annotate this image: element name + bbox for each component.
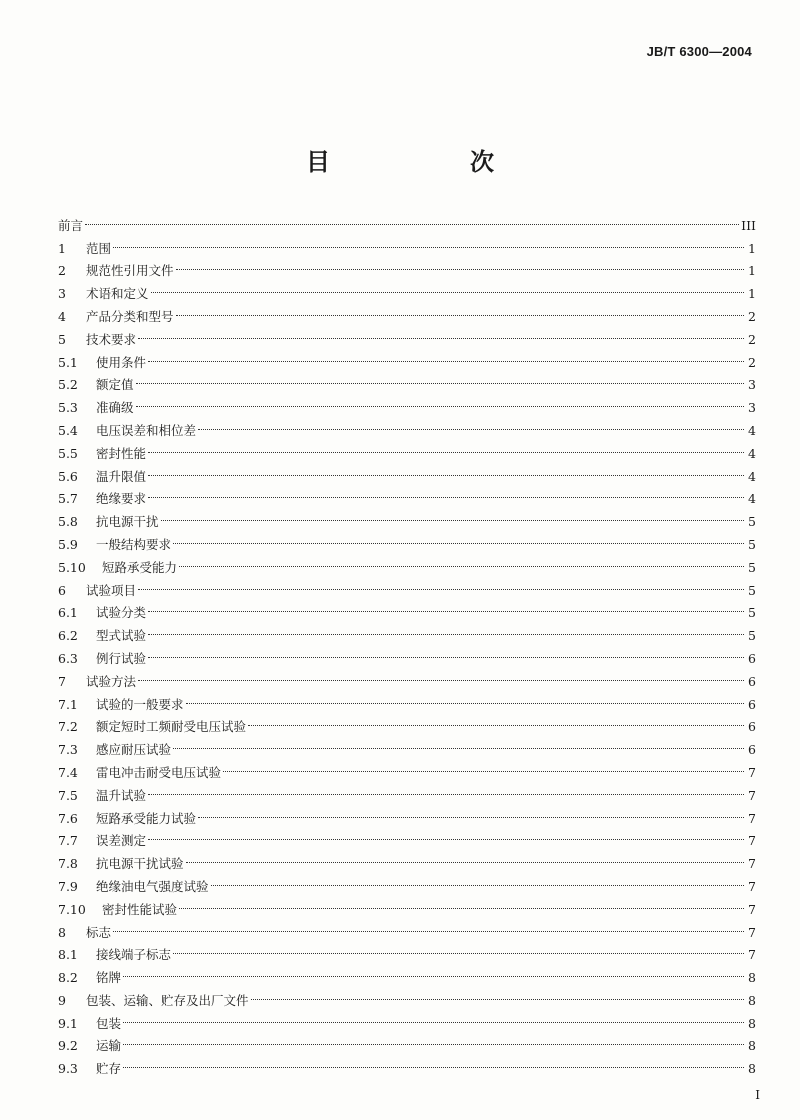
toc-dot-leader [173, 731, 744, 754]
toc-entry-number: 5.6 [58, 468, 78, 484]
toc-dot-leader [148, 617, 744, 640]
toc-entry[interactable] [58, 1005, 756, 1031]
toc-entry-page: 3 [748, 400, 756, 416]
toc-dot-leader [151, 275, 744, 298]
toc-entry-title: 包装、运输、贮存及出厂文件 [86, 992, 249, 1008]
toc-entry-page: 8 [748, 992, 756, 1008]
toc-entry-title: 试验分类 [96, 605, 147, 621]
toc-entry-page: 8 [748, 1015, 756, 1031]
toc-entry-page: 5 [748, 582, 756, 598]
toc-entry-number: 5.8 [58, 514, 78, 530]
toc-entry[interactable] [58, 686, 756, 712]
toc-entry-title: 密封性能试验 [102, 901, 178, 917]
toc-entry-page: 1 [748, 286, 756, 302]
toc-entry[interactable] [58, 595, 756, 621]
toc-dot-leader [161, 503, 744, 526]
toc-dot-leader [123, 959, 744, 982]
toc-dot-leader [148, 777, 744, 800]
toc-entry-title: 使用条件 [96, 354, 147, 370]
toc-entry-title: 范围 [86, 240, 112, 256]
toc-entry-title: 感应耐压试验 [96, 742, 172, 758]
toc-entry-number: 5.1 [58, 354, 78, 370]
toc-dot-leader [85, 207, 739, 230]
toc-entry-number: 8 [58, 924, 66, 940]
toc-entry[interactable] [58, 207, 756, 233]
toc-dot-leader [136, 367, 744, 390]
toc-entry-title: 技术要求 [86, 331, 137, 347]
toc-entry-title: 温升试验 [96, 787, 147, 803]
toc-dot-leader [136, 389, 744, 412]
toc-entry-page: 7 [748, 787, 756, 803]
toc-entry-page: 7 [748, 924, 756, 940]
toc-entry-number: 5.7 [58, 491, 78, 507]
toc-entry-title: 试验项目 [86, 582, 137, 598]
toc-entry[interactable] [58, 367, 756, 393]
toc-entry-title: 产品分类和型号 [86, 308, 174, 324]
toc-entry-number: 5.4 [58, 422, 78, 438]
toc-entry[interactable] [58, 344, 756, 370]
toc-entry-number: 5.3 [58, 400, 78, 416]
toc-dot-leader [138, 321, 744, 344]
toc-entry-page: 3 [748, 377, 756, 393]
toc-entry-page: 5 [748, 536, 756, 552]
toc-entry-title: 标志 [86, 924, 112, 940]
toc-entry-number: 6.3 [58, 650, 78, 666]
toc-entry[interactable] [58, 937, 756, 963]
toc-entry[interactable] [58, 800, 756, 826]
toc-entry-number: 7 [58, 673, 66, 689]
toc-entry-page: 2 [748, 308, 756, 324]
toc-dot-leader [148, 481, 744, 504]
toc-entry[interactable] [58, 1050, 756, 1077]
toc-entry[interactable] [58, 389, 756, 416]
toc-dot-leader [113, 914, 744, 937]
toc-entry-number: 2 [58, 263, 66, 279]
toc-entry-page: 5 [748, 559, 756, 575]
toc-dot-leader [173, 937, 744, 960]
toc-entry-title: 绝缘油电气强度试验 [96, 878, 209, 894]
toc-entry-number: 8.2 [58, 970, 78, 986]
toc-entry-title: 接线端子标志 [96, 947, 172, 963]
toc-entry-page: III [741, 217, 756, 233]
toc-entry-title: 准确级 [96, 400, 134, 416]
toc-entry-number: 7.1 [58, 696, 78, 712]
toc-dot-leader [123, 1050, 744, 1073]
toc-entry-page: 6 [748, 650, 756, 666]
toc-entry-number: 3 [58, 286, 66, 302]
toc-entry[interactable] [58, 617, 756, 644]
toc-entry[interactable] [58, 663, 756, 689]
toc-entry-page: 1 [748, 263, 756, 279]
toc-entry-page: 4 [748, 491, 756, 507]
toc-entry-title: 术语和定义 [86, 286, 149, 302]
toc-entry-page: 6 [748, 696, 756, 712]
page-number: I [755, 1088, 760, 1102]
toc-entry[interactable] [58, 640, 756, 666]
toc-entry-title: 运输 [96, 1038, 122, 1054]
toc-entry-number: 7.8 [58, 856, 78, 872]
toc-entry-page: 5 [748, 514, 756, 530]
toc-dot-leader [186, 845, 744, 868]
document-code: JB/T 6300—2004 [646, 44, 752, 59]
toc-entry[interactable] [58, 777, 756, 803]
toc-entry-title: 短路承受能力 [102, 559, 178, 575]
toc-entry-title: 例行试验 [96, 650, 147, 666]
toc-dot-leader [248, 709, 744, 732]
toc-entry-number: 7.4 [58, 764, 78, 780]
toc-entry[interactable] [58, 253, 756, 279]
toc-entry-page: 4 [748, 445, 756, 461]
toc-dot-leader [123, 1005, 744, 1028]
toc-entry[interactable] [58, 503, 756, 530]
toc-entry-number: 6 [58, 582, 66, 598]
toc-dot-leader [179, 891, 744, 914]
toc-dot-leader [176, 253, 744, 276]
toc-entry-title: 包装 [96, 1015, 122, 1031]
toc-entry-page: 7 [748, 947, 756, 963]
toc-entry-number: 9.3 [58, 1061, 78, 1077]
toc-entry[interactable] [58, 481, 756, 507]
table-of-contents [58, 207, 756, 1077]
toc-entry-title: 前言 [58, 217, 84, 233]
toc-entry[interactable] [58, 823, 756, 849]
toc-entry[interactable] [58, 275, 756, 302]
toc-entry-page: 5 [748, 605, 756, 621]
toc-entry-title: 铭牌 [96, 970, 122, 986]
toc-entry-title: 额定值 [96, 377, 134, 393]
toc-entry-title: 试验方法 [86, 673, 137, 689]
toc-entry[interactable] [58, 526, 756, 552]
toc-entry[interactable] [58, 321, 756, 347]
toc-entry-title: 密封性能 [96, 445, 147, 461]
toc-entry-number: 7.6 [58, 810, 78, 826]
toc-entry-number: 7.2 [58, 719, 78, 735]
toc-entry[interactable] [58, 1028, 756, 1054]
toc-entry-number: 9 [58, 992, 66, 1008]
toc-dot-leader [176, 298, 744, 321]
toc-dot-leader [211, 868, 744, 891]
toc-entry[interactable] [58, 230, 756, 256]
toc-entry-page: 7 [748, 833, 756, 849]
toc-entry[interactable] [58, 298, 756, 324]
toc-entry-number: 1 [58, 240, 66, 256]
toc-entry-number: 6.2 [58, 628, 78, 644]
toc-entry-page: 7 [748, 856, 756, 872]
toc-entry-number: 9.1 [58, 1015, 78, 1031]
toc-entry-page: 8 [748, 1061, 756, 1077]
toc-entry-number: 5.9 [58, 536, 78, 552]
toc-dot-leader [179, 549, 744, 572]
toc-entry-number: 5 [58, 331, 66, 347]
toc-entry-title: 误差测定 [96, 833, 147, 849]
toc-dot-leader [223, 754, 744, 777]
toc-entry-number: 5.5 [58, 445, 78, 461]
toc-entry-number: 4 [58, 308, 66, 324]
toc-entry-number: 8.1 [58, 947, 78, 963]
toc-entry-page: 7 [748, 764, 756, 780]
toc-entry-title: 电压误差和相位差 [96, 422, 197, 438]
toc-entry[interactable] [58, 959, 756, 986]
toc-entry-page: 2 [748, 331, 756, 347]
toc-entry-page: 8 [748, 970, 756, 986]
toc-entry-number: 9.2 [58, 1038, 78, 1054]
toc-dot-leader [251, 982, 744, 1005]
toc-entry-page: 8 [748, 1038, 756, 1054]
toc-dot-leader [113, 230, 744, 253]
toc-entry-title: 雷电冲击耐受电压试验 [96, 764, 222, 780]
toc-entry-page: 6 [748, 742, 756, 758]
toc-entry-number: 7.5 [58, 787, 78, 803]
toc-dot-leader [148, 435, 744, 458]
toc-entry-page: 7 [748, 878, 756, 894]
toc-dot-leader [173, 526, 744, 549]
toc-entry-page: 4 [748, 422, 756, 438]
toc-entry-title: 抗电源干扰试验 [96, 856, 184, 872]
toc-dot-leader [186, 686, 744, 709]
toc-entry-page: 6 [748, 673, 756, 689]
toc-entry[interactable] [58, 435, 756, 461]
toc-entry-page: 7 [748, 810, 756, 826]
toc-entry-title: 型式试验 [96, 628, 147, 644]
toc-entry-page: 1 [748, 240, 756, 256]
toc-dot-leader [198, 412, 744, 435]
toc-entry-title: 一般结构要求 [96, 536, 172, 552]
toc-entry[interactable] [58, 845, 756, 872]
toc-entry[interactable] [58, 914, 756, 940]
toc-entry-title: 绝缘要求 [96, 491, 147, 507]
toc-entry-page: 6 [748, 719, 756, 735]
toc-entry-number: 7.7 [58, 833, 78, 849]
toc-dot-leader [148, 640, 744, 663]
toc-entry-page: 7 [748, 901, 756, 917]
toc-entry[interactable] [58, 982, 756, 1008]
toc-entry-number: 7.9 [58, 878, 78, 894]
toc-entry-number: 7.3 [58, 742, 78, 758]
toc-entry-number: 6.1 [58, 605, 78, 621]
toc-dot-leader [148, 595, 744, 618]
toc-entry[interactable] [58, 412, 756, 438]
toc-entry-title: 抗电源干扰 [96, 514, 159, 530]
toc-dot-leader [148, 344, 744, 367]
toc-entry[interactable] [58, 572, 756, 598]
toc-dot-leader [138, 663, 744, 686]
toc-entry-number: 7.10 [58, 901, 86, 917]
toc-entry-page: 2 [748, 354, 756, 370]
toc-entry-title: 试验的一般要求 [96, 696, 184, 712]
toc-entry-number: 5.10 [58, 559, 86, 575]
toc-dot-leader [198, 800, 744, 823]
toc-dot-leader [148, 823, 744, 846]
toc-dot-leader [148, 458, 744, 481]
toc-entry-number: 5.2 [58, 377, 78, 393]
toc-entry-title: 贮存 [96, 1061, 122, 1077]
toc-entry-title: 温升限值 [96, 468, 147, 484]
toc-entry-title: 额定短时工频耐受电压试验 [96, 719, 247, 735]
toc-entry-title: 短路承受能力试验 [96, 810, 197, 826]
toc-entry[interactable] [58, 458, 756, 484]
page-title: 目 次 [306, 147, 552, 176]
toc-dot-leader [138, 572, 744, 595]
toc-dot-leader [123, 1028, 744, 1051]
toc-entry-page: 4 [748, 468, 756, 484]
toc-entry-page: 5 [748, 628, 756, 644]
toc-entry-title: 规范性引用文件 [86, 263, 174, 279]
